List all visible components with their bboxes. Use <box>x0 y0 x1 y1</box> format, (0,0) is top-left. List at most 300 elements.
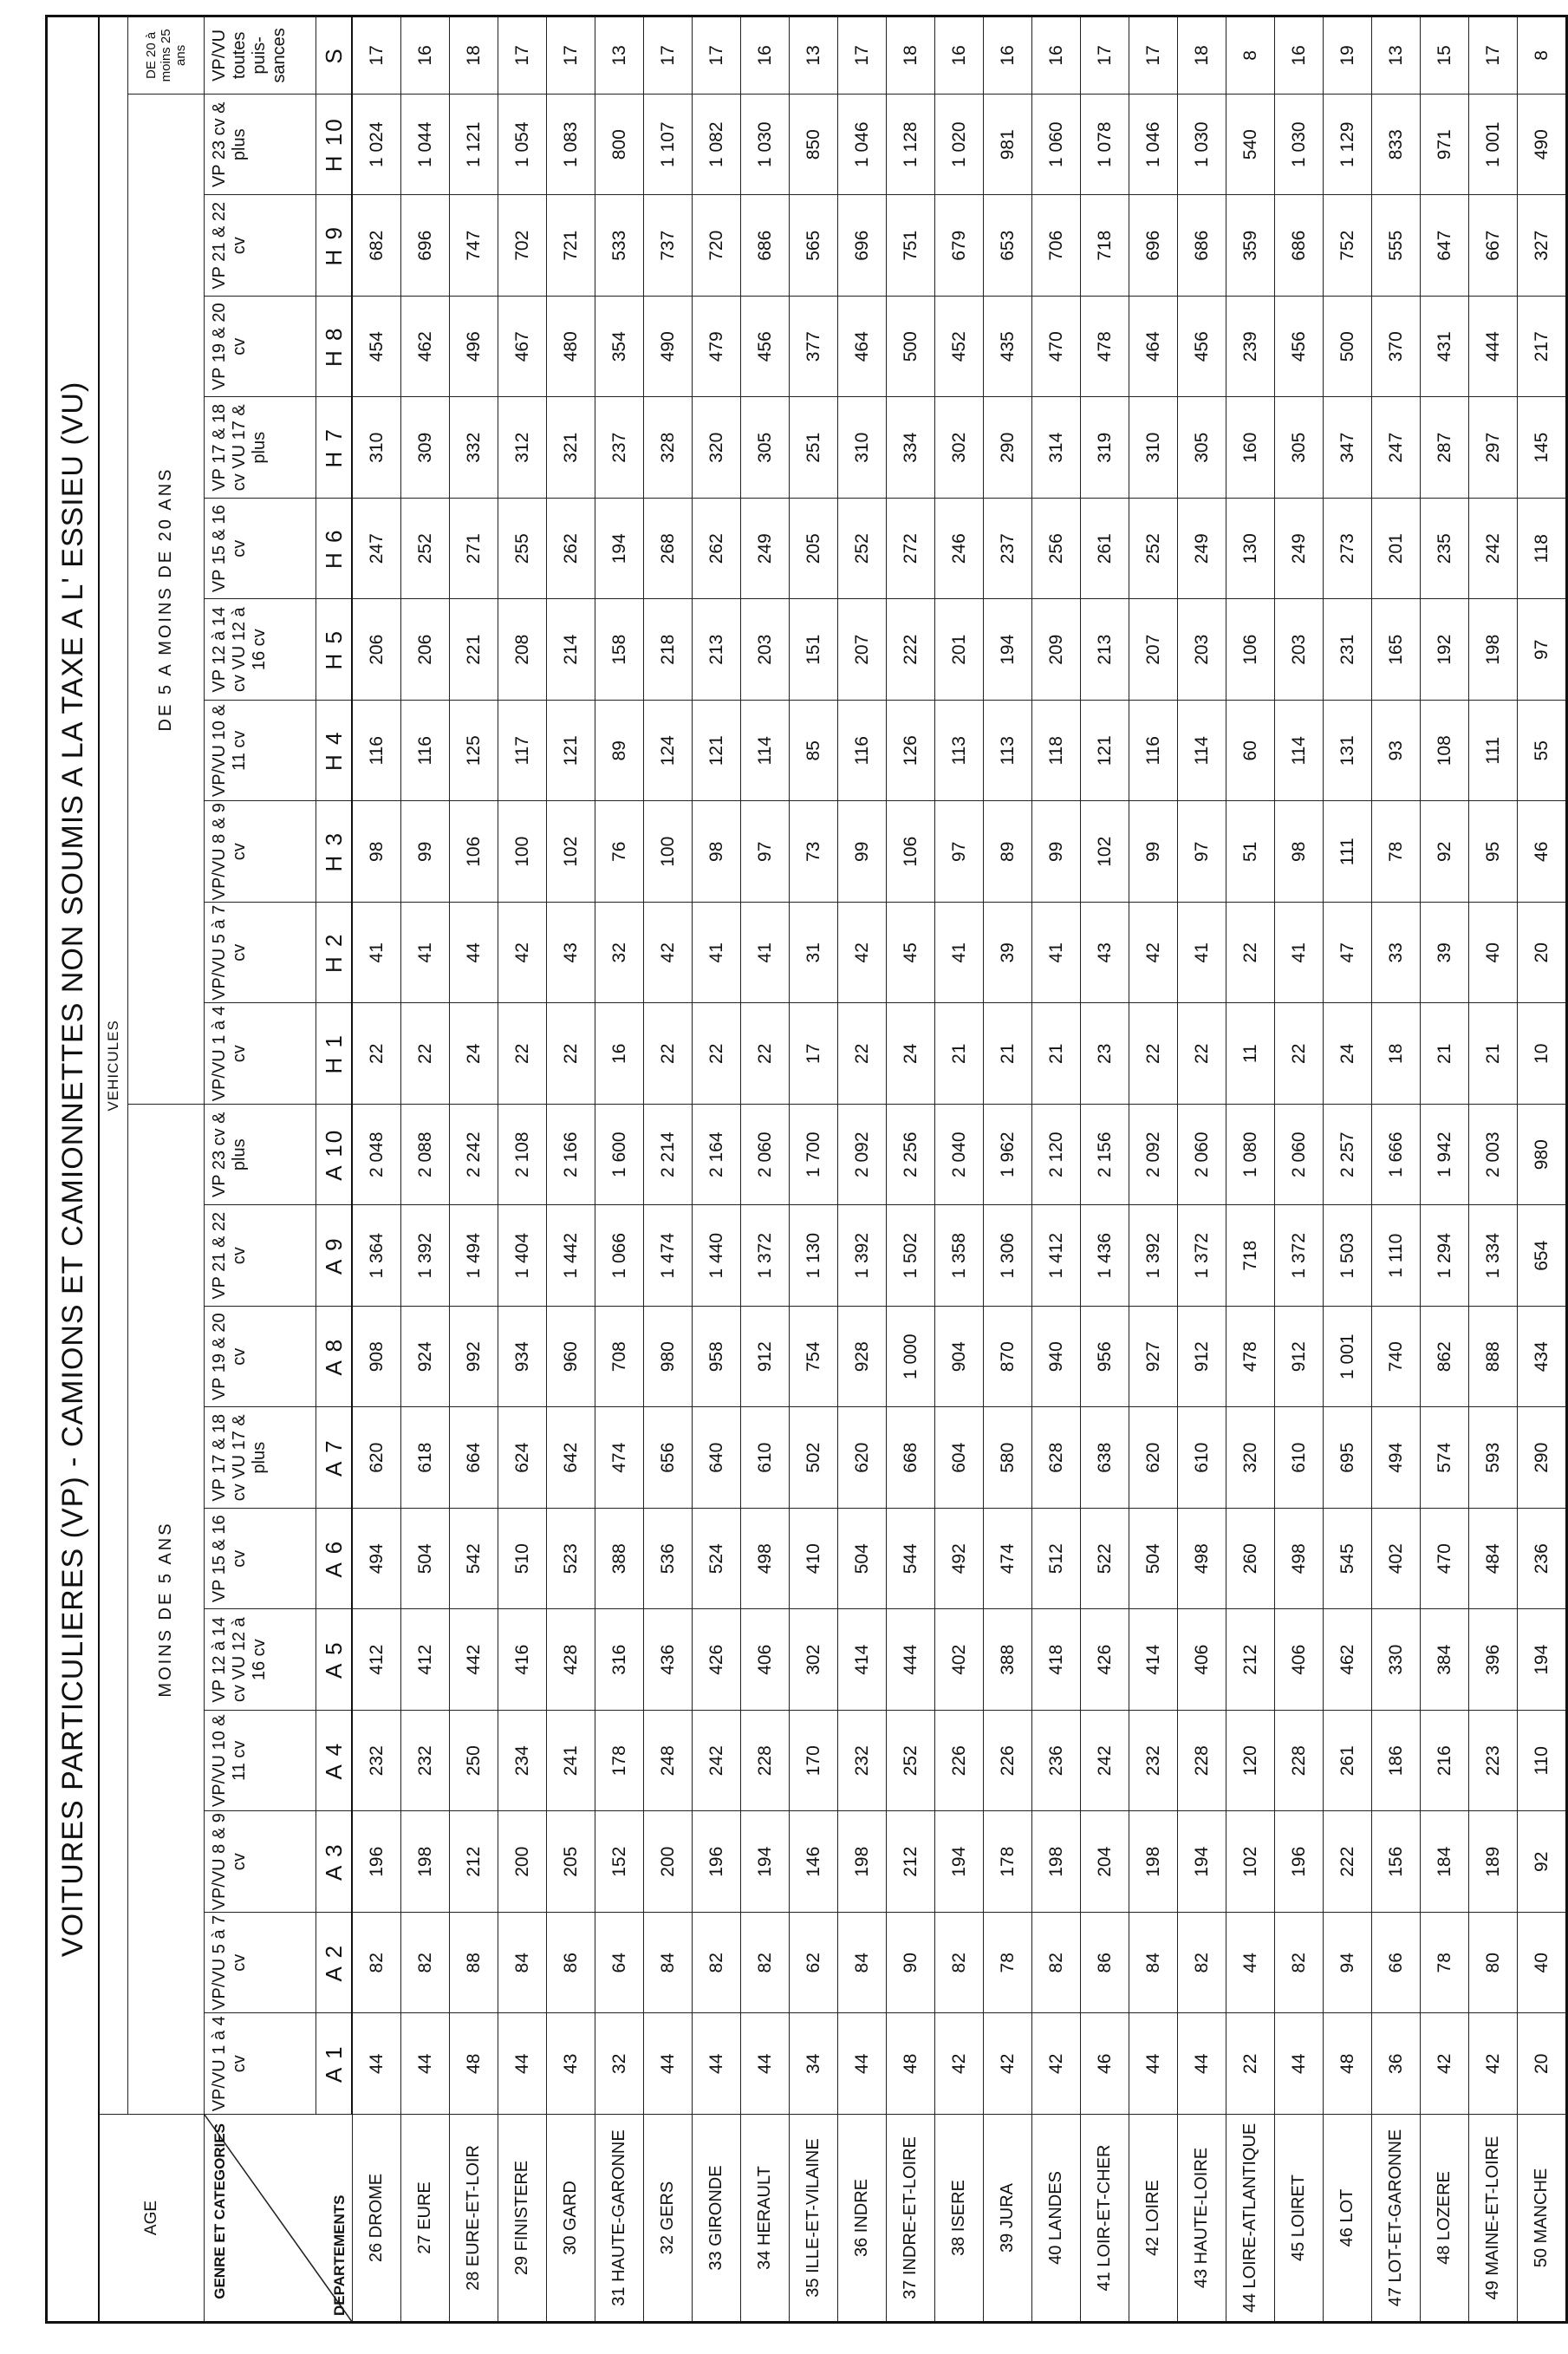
tax-value: 76 <box>595 801 644 903</box>
column-code: A 3 <box>316 1811 353 1913</box>
tax-value: 24 <box>887 1003 935 1105</box>
tax-value: 442 <box>450 1609 498 1711</box>
tax-value: 41 <box>1032 903 1081 1004</box>
tax-value: 102 <box>547 801 595 903</box>
tax-value: 43 <box>547 903 595 1004</box>
tax-value: 262 <box>693 499 741 600</box>
tax-value: 1 030 <box>741 95 790 196</box>
tax-value: 55 <box>1518 701 1567 802</box>
tax-value: 593 <box>1469 1407 1518 1509</box>
tax-value: 402 <box>1372 1509 1421 1610</box>
tax-value: 214 <box>547 599 595 701</box>
tax-value: 2 108 <box>498 1105 547 1206</box>
tax-value: 462 <box>1324 1609 1372 1711</box>
tax-value: 235 <box>1421 499 1469 600</box>
tax-value: 2 164 <box>693 1105 741 1206</box>
tax-value: 232 <box>401 1711 450 1812</box>
tax-value: 116 <box>401 701 450 802</box>
tax-value: 22 <box>1178 1003 1226 1105</box>
tax-value: 40 <box>1518 1913 1567 2014</box>
tax-value: 2 060 <box>1275 1105 1324 1206</box>
tax-value: 1 666 <box>1372 1105 1421 1206</box>
category-header: VP 19 & 20 cv <box>205 297 316 398</box>
tax-value: 223 <box>1469 1711 1518 1812</box>
tax-value: 17 <box>547 16 595 94</box>
table-row <box>450 16 498 2322</box>
tax-value: 232 <box>838 1711 887 1812</box>
tax-value: 287 <box>1421 397 1469 499</box>
tax-value: 18 <box>450 16 498 94</box>
tax-value: 31 <box>790 903 838 1004</box>
tax-value: 679 <box>935 195 984 297</box>
table-row <box>352 16 401 2322</box>
tax-value: 800 <box>595 95 644 196</box>
tax-value: 720 <box>693 195 741 297</box>
tax-value: 17 <box>352 16 401 94</box>
tax-value: 97 <box>1518 599 1567 701</box>
tax-value: 205 <box>790 499 838 600</box>
tax-value: 99 <box>1129 801 1178 903</box>
table-row <box>1372 16 1421 2322</box>
category-header: VP/VU toutes puis- sances <box>205 16 316 94</box>
tax-value: 604 <box>935 1407 984 1509</box>
tax-value: 2 120 <box>1032 1105 1081 1206</box>
table-row <box>693 16 741 2322</box>
tax-value: 454 <box>352 297 401 398</box>
department-name: 46 LOT <box>1324 2115 1372 2323</box>
tax-value: 207 <box>838 599 887 701</box>
department-name: 47 LOT-ET-GARONNE <box>1372 2115 1421 2323</box>
tax-value: 2 088 <box>401 1105 450 1206</box>
tax-value: 242 <box>1469 499 1518 600</box>
table-row <box>790 16 838 2322</box>
tax-value: 22 <box>1275 1003 1324 1105</box>
tax-value: 222 <box>1324 1811 1372 1913</box>
tax-value: 718 <box>1226 1205 1275 1307</box>
tax-value: 90 <box>887 1913 935 2014</box>
tax-value: 44 <box>693 2013 741 2115</box>
tax-value: 151 <box>790 599 838 701</box>
tax-value: 82 <box>352 1913 401 2014</box>
tax-value: 542 <box>450 1509 498 1610</box>
tax-value: 247 <box>352 499 401 600</box>
category-header: VP/VU 5 à 7 cv <box>205 903 316 1004</box>
tax-value: 121 <box>547 701 595 802</box>
tax-value: 2 257 <box>1324 1105 1372 1206</box>
department-name: 36 INDRE <box>838 2115 887 2323</box>
tax-value: 696 <box>838 195 887 297</box>
tax-value: 498 <box>1178 1509 1226 1610</box>
tax-value: 236 <box>1032 1711 1081 1812</box>
tax-value: 64 <box>595 1913 644 2014</box>
tax-value: 84 <box>1129 1913 1178 2014</box>
tax-value: 1 000 <box>887 1307 935 1408</box>
tax-value: 41 <box>352 903 401 1004</box>
tax-value: 42 <box>935 2013 984 2115</box>
tax-value: 99 <box>401 801 450 903</box>
tax-value: 504 <box>401 1509 450 1610</box>
tax-value: 249 <box>741 499 790 600</box>
tax-value: 418 <box>1032 1609 1081 1711</box>
tax-value: 523 <box>547 1509 595 1610</box>
tax-value: 640 <box>693 1407 741 1509</box>
category-header: VP 21 & 22 cv <box>205 1205 316 1307</box>
tax-value: 108 <box>1421 701 1469 802</box>
tax-value: 16 <box>1275 16 1324 94</box>
tax-value: 92 <box>1518 1811 1567 1913</box>
tax-value: 908 <box>352 1307 401 1408</box>
tax-value: 22 <box>838 1003 887 1105</box>
tax-value: 196 <box>352 1811 401 1913</box>
tax-value: 8 <box>1518 16 1567 94</box>
column-code: H 8 <box>316 297 353 398</box>
tax-value: 332 <box>450 397 498 499</box>
department-name: 48 LOZERE <box>1421 2115 1469 2323</box>
tax-value: 388 <box>595 1509 644 1610</box>
column-code: H 6 <box>316 499 353 600</box>
table-row <box>1469 16 1518 2322</box>
tax-value: 194 <box>1518 1609 1567 1711</box>
tax-value: 21 <box>1032 1003 1081 1105</box>
tax-value: 1 474 <box>644 1205 693 1307</box>
tax-value: 410 <box>790 1509 838 1610</box>
tax-value: 44 <box>644 2013 693 2115</box>
tax-value: 1 962 <box>984 1105 1032 1206</box>
tax-value: 504 <box>1129 1509 1178 1610</box>
tax-value: 1 078 <box>1081 95 1129 196</box>
tax-value: 62 <box>790 1913 838 2014</box>
tax-value: 310 <box>838 397 887 499</box>
tax-value: 160 <box>1226 397 1275 499</box>
tax-value: 456 <box>741 297 790 398</box>
tax-value: 2 092 <box>1129 1105 1178 1206</box>
tax-value: 960 <box>547 1307 595 1408</box>
tax-value: 213 <box>693 599 741 701</box>
tax-value: 260 <box>1226 1509 1275 1610</box>
tax-value: 213 <box>1081 599 1129 701</box>
table-row <box>1518 16 1567 2322</box>
department-name: 30 GARD <box>547 2115 595 2323</box>
tax-value: 247 <box>1372 397 1421 499</box>
department-name: 35 ILLE-ET-VILAINE <box>790 2115 838 2323</box>
column-code: S <box>316 16 353 94</box>
table-row <box>741 16 790 2322</box>
tax-value: 201 <box>935 599 984 701</box>
tax-value: 82 <box>741 1913 790 2014</box>
tax-value: 702 <box>498 195 547 297</box>
tax-value: 500 <box>1324 297 1372 398</box>
tax-value: 940 <box>1032 1307 1081 1408</box>
tax-value: 1 121 <box>450 95 498 196</box>
tax-value: 555 <box>1372 195 1421 297</box>
tax-value: 22 <box>741 1003 790 1105</box>
tax-value: 928 <box>838 1307 887 1408</box>
tax-value: 436 <box>644 1609 693 1711</box>
tax-value: 316 <box>595 1609 644 1711</box>
tax-value: 1 372 <box>741 1205 790 1307</box>
tax-value: 252 <box>401 499 450 600</box>
tax-value: 189 <box>1469 1811 1518 1913</box>
tax-value: 114 <box>1275 701 1324 802</box>
tax-value: 16 <box>935 16 984 94</box>
tax-value: 647 <box>1421 195 1469 297</box>
tax-value: 203 <box>741 599 790 701</box>
tax-value: 22 <box>644 1003 693 1105</box>
tax-value: 170 <box>790 1711 838 1812</box>
tax-value: 321 <box>547 397 595 499</box>
tax-value: 1 372 <box>1275 1205 1324 1307</box>
tax-value: 2 166 <box>547 1105 595 1206</box>
tax-value: 850 <box>790 95 838 196</box>
tax-value: 228 <box>1275 1711 1324 1812</box>
tax-value: 116 <box>352 701 401 802</box>
tax-value: 1 110 <box>1372 1205 1421 1307</box>
tax-value: 444 <box>887 1609 935 1711</box>
table-row <box>547 16 595 2322</box>
tax-value: 82 <box>1275 1913 1324 2014</box>
tax-value: 44 <box>1275 2013 1324 2115</box>
tax-value: 484 <box>1469 1509 1518 1610</box>
tax-value: 696 <box>1129 195 1178 297</box>
tax-value: 13 <box>595 16 644 94</box>
tax-value: 414 <box>1129 1609 1178 1711</box>
tax-value: 1 392 <box>401 1205 450 1307</box>
column-code: H 9 <box>316 195 353 297</box>
tax-value: 41 <box>401 903 450 1004</box>
tax-value: 125 <box>450 701 498 802</box>
tax-value: 205 <box>547 1811 595 1913</box>
tax-value: 44 <box>1129 2013 1178 2115</box>
tax-value: 198 <box>838 1811 887 1913</box>
tax-value: 934 <box>498 1307 547 1408</box>
tax-value: 610 <box>1178 1407 1226 1509</box>
tax-value: 23 <box>1081 1003 1129 1105</box>
tax-value: 84 <box>644 1913 693 2014</box>
tax-value: 228 <box>1178 1711 1226 1812</box>
tax-value: 1 030 <box>1178 95 1226 196</box>
tax-value: 73 <box>790 801 838 903</box>
tax-value: 231 <box>1324 599 1372 701</box>
column-code: A 7 <box>316 1407 353 1509</box>
tax-value: 212 <box>1226 1609 1275 1711</box>
tax-value: 121 <box>693 701 741 802</box>
tax-value: 249 <box>1178 499 1226 600</box>
tax-value: 44 <box>401 2013 450 2115</box>
tax-value: 261 <box>1324 1711 1372 1812</box>
tax-value: 327 <box>1518 195 1567 297</box>
tax-value: 21 <box>984 1003 1032 1105</box>
tax-value: 1 334 <box>1469 1205 1518 1307</box>
tax-value: 504 <box>838 1509 887 1610</box>
tax-value: 833 <box>1372 95 1421 196</box>
department-name: 41 LOIR-ET-CHER <box>1081 2115 1129 2323</box>
tax-value: 42 <box>644 903 693 1004</box>
tax-value: 524 <box>693 1509 741 1610</box>
tax-value: 1 440 <box>693 1205 741 1307</box>
tax-value: 272 <box>887 499 935 600</box>
tax-value: 200 <box>498 1811 547 1913</box>
column-code: H 7 <box>316 397 353 499</box>
tax-value: 17 <box>693 16 741 94</box>
tax-value: 196 <box>1275 1811 1324 1913</box>
department-name: 39 JURA <box>984 2115 1032 2323</box>
tax-value: 217 <box>1518 297 1567 398</box>
category-header: VP 23 cv & plus <box>205 95 316 196</box>
tax-value: 740 <box>1372 1307 1421 1408</box>
tax-value: 212 <box>887 1811 935 1913</box>
tax-value: 24 <box>1324 1003 1372 1105</box>
tax-value: 870 <box>984 1307 1032 1408</box>
tax-value: 98 <box>693 801 741 903</box>
tax-value: 17 <box>498 16 547 94</box>
tax-value: 21 <box>935 1003 984 1105</box>
tax-value: 194 <box>1178 1811 1226 1913</box>
tax-value: 1 503 <box>1324 1205 1372 1307</box>
tax-value: 2 040 <box>935 1105 984 1206</box>
tax-value: 186 <box>1372 1711 1421 1812</box>
tax-value: 2 242 <box>450 1105 498 1206</box>
tax-value: 494 <box>1372 1407 1421 1509</box>
department-name: 43 HAUTE-LOIRE <box>1178 2115 1226 2323</box>
tax-value: 479 <box>693 297 741 398</box>
genre-departements-cell <box>205 2115 353 2323</box>
tax-value: 434 <box>1518 1307 1567 1408</box>
tax-value: 1 436 <box>1081 1205 1129 1307</box>
tax-value: 912 <box>1178 1307 1226 1408</box>
tax-value: 478 <box>1226 1307 1275 1408</box>
column-code: H 2 <box>316 903 353 1004</box>
tax-value: 1 372 <box>1178 1205 1226 1307</box>
tax-value: 97 <box>741 801 790 903</box>
tax-value: 42 <box>1469 2013 1518 2115</box>
tax-value: 502 <box>790 1407 838 1509</box>
tax-value: 330 <box>1372 1609 1421 1711</box>
tax-value: 2 214 <box>644 1105 693 1206</box>
tax-value: 1 358 <box>935 1205 984 1307</box>
tax-value: 21 <box>1421 1003 1469 1105</box>
department-name: 29 FINISTERE <box>498 2115 547 2323</box>
tax-value: 302 <box>935 397 984 499</box>
tax-value: 98 <box>352 801 401 903</box>
column-code: A 8 <box>316 1307 353 1408</box>
tax-value: 106 <box>450 801 498 903</box>
tax-value: 1 001 <box>1324 1307 1372 1408</box>
tax-value: 721 <box>547 195 595 297</box>
tax-value: 239 <box>1226 297 1275 398</box>
tax-value: 156 <box>1372 1811 1421 1913</box>
tax-value: 252 <box>1129 499 1178 600</box>
tax-value: 94 <box>1324 1913 1372 2014</box>
column-code: A 9 <box>316 1205 353 1307</box>
tax-value: 32 <box>595 903 644 1004</box>
tax-value: 124 <box>644 701 693 802</box>
tax-value: 93 <box>1372 701 1421 802</box>
tax-value: 980 <box>1518 1105 1567 1206</box>
tax-value: 114 <box>741 701 790 802</box>
tax-value: 1 494 <box>450 1205 498 1307</box>
tax-value: 992 <box>450 1307 498 1408</box>
tax-value: 242 <box>693 1711 741 1812</box>
department-name: 26 DROME <box>352 2115 401 2323</box>
tax-value: 2 256 <box>887 1105 935 1206</box>
tax-value: 2 156 <box>1081 1105 1129 1206</box>
tax-value: 620 <box>1129 1407 1178 1509</box>
tax-value: 130 <box>1226 499 1275 600</box>
tax-value: 84 <box>498 1913 547 2014</box>
tax-value: 250 <box>450 1711 498 1812</box>
category-header: VP/VU 8 & 9 cv <box>205 801 316 903</box>
tax-value: 89 <box>595 701 644 802</box>
tax-value: 444 <box>1469 297 1518 398</box>
tax-value: 261 <box>1081 499 1129 600</box>
tax-value: 17 <box>1469 16 1518 94</box>
tax-value: 1 412 <box>1032 1205 1081 1307</box>
tax-value: 194 <box>984 599 1032 701</box>
tax-value: 1 404 <box>498 1205 547 1307</box>
tax-value: 1 392 <box>1129 1205 1178 1307</box>
tax-value: 888 <box>1469 1307 1518 1408</box>
genre-label: GENRE ET CATEGORIES <box>211 2123 228 2299</box>
tax-value: 88 <box>450 1913 498 2014</box>
tax-value: 194 <box>741 1811 790 1913</box>
tax-value: 18 <box>887 16 935 94</box>
tax-value: 426 <box>693 1609 741 1711</box>
tax-value: 111 <box>1324 801 1372 903</box>
tax-value: 2 048 <box>352 1105 401 1206</box>
tax-value: 241 <box>547 1711 595 1812</box>
tax-value: 490 <box>1518 95 1567 196</box>
tax-value: 44 <box>450 903 498 1004</box>
tax-value: 118 <box>1518 499 1567 600</box>
tax-value: 496 <box>450 297 498 398</box>
tax-value: 737 <box>644 195 693 297</box>
tax-value: 42 <box>1421 2013 1469 2115</box>
tax-value: 319 <box>1081 397 1129 499</box>
category-header: VP/VU 5 à 7 cv <box>205 1913 316 2014</box>
tax-value: 464 <box>838 297 887 398</box>
tax-value: 102 <box>1081 801 1129 903</box>
tax-value: 22 <box>1129 1003 1178 1105</box>
tax-value: 452 <box>935 297 984 398</box>
table-row <box>1178 16 1226 2322</box>
tax-value: 462 <box>401 297 450 398</box>
tax-value: 78 <box>1421 1913 1469 2014</box>
tax-value: 1 054 <box>498 95 547 196</box>
tax-value: 146 <box>790 1811 838 1913</box>
tax-value: 111 <box>1469 701 1518 802</box>
tax-value: 20 <box>1518 903 1567 1004</box>
tax-value: 470 <box>1032 297 1081 398</box>
tax-value: 406 <box>1178 1609 1226 1711</box>
tax-value: 628 <box>1032 1407 1081 1509</box>
tax-value: 255 <box>498 499 547 600</box>
tax-value: 120 <box>1226 1711 1275 1812</box>
tax-value: 268 <box>644 499 693 600</box>
tax-value: 426 <box>1081 1609 1129 1711</box>
tax-value: 92 <box>1421 801 1469 903</box>
tax-value: 99 <box>838 801 887 903</box>
tax-value: 19 <box>1324 16 1372 94</box>
tax-value: 480 <box>547 297 595 398</box>
tax-value: 204 <box>1081 1811 1129 1913</box>
tax-value: 686 <box>741 195 790 297</box>
tax-value: 117 <box>498 701 547 802</box>
tax-value: 234 <box>498 1711 547 1812</box>
tax-value: 17 <box>790 1003 838 1105</box>
tax-value: 47 <box>1324 903 1372 1004</box>
tax-value: 533 <box>595 195 644 297</box>
tax-value: 751 <box>887 195 935 297</box>
